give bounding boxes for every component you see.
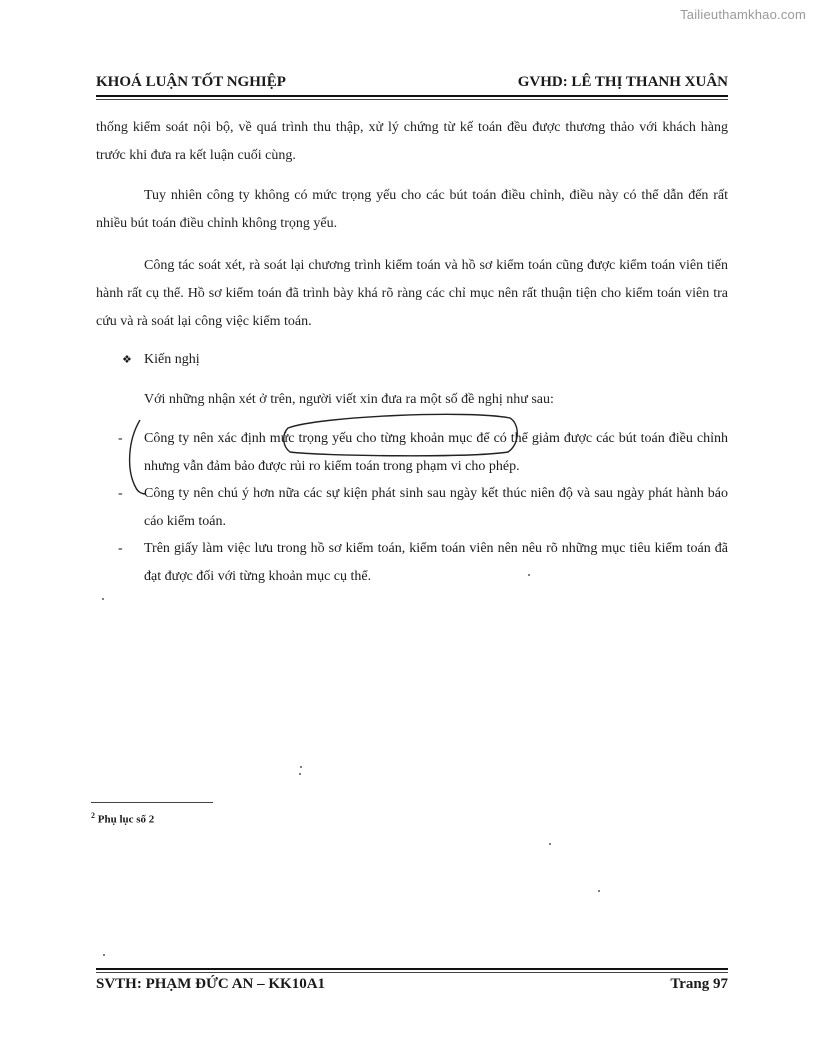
section-heading-text: Kiến nghị <box>144 352 200 367</box>
footnote-marker: 2 <box>91 811 95 820</box>
diamond-bullet-icon: ❖ <box>122 354 132 366</box>
footer-rule-thick <box>96 968 728 970</box>
footer-rule-thin <box>96 972 728 973</box>
recommendation-2: Công ty nên chú ý hơn nữa các sự kiện phát sinh sau ngày kết thúc niên độ và sau ngày phát hành báo cáo kiểm toán. <box>144 486 728 529</box>
scan-speck <box>528 574 530 576</box>
scan-speck <box>103 954 105 956</box>
intro-block <box>96 386 728 414</box>
list-item <box>96 425 728 481</box>
dash-bullet: - <box>118 541 123 556</box>
dash-bullet: - <box>118 486 123 501</box>
scan-speck <box>300 766 302 768</box>
paragraph-block <box>96 252 728 336</box>
intro-sentence: Với những nhận xét ở trên, người viết xin đưa ra một số đề nghị như sau: <box>144 392 554 407</box>
recommendation-1: Công ty nên xác định mức trọng yếu cho từng khoản mục để có thể giảm được các bút toán điều chỉnh nhưng vẫn đảm bảo được rủi ro kiểm toán trong phạm vi cho phép. <box>144 431 728 474</box>
section-heading <box>122 346 200 374</box>
scan-speck <box>549 843 551 845</box>
footer-student: SVTH: PHẠM ĐỨC AN – KK10A1 <box>96 976 326 992</box>
paragraph-1: thống kiểm soát nội bộ, về quá trình thu thập, xử lý chứng từ kế toán đều được thương thảo với khách hàng trước khi đưa ra kết luận cuối cùng. <box>96 120 728 163</box>
header-rule-thick <box>96 95 728 97</box>
recommendation-3: Trên giấy làm việc lưu trong hồ sơ kiểm toán, kiểm toán viên nên nêu rõ những mục tiêu kiểm toán đã đạt được đối với từng khoản mục cụ thể. <box>144 541 728 584</box>
scan-speck <box>299 773 301 775</box>
paragraph-continuation <box>96 114 728 170</box>
header-rule-thin <box>96 99 728 100</box>
scan-speck <box>598 890 600 892</box>
page-footer <box>96 976 728 998</box>
scan-speck <box>102 598 104 600</box>
page-header <box>96 74 728 96</box>
footnote-divider <box>91 802 213 803</box>
list-item <box>96 535 728 591</box>
footnote-text: Phụ lục số 2 <box>97 813 155 826</box>
watermark-text: Tailieuthamkhao.com <box>680 7 806 22</box>
page-number: Trang 97 <box>670 976 728 992</box>
footnote <box>91 811 154 826</box>
paragraph-3: Công tác soát xét, rà soát lại chương trình kiểm toán và hồ sơ kiểm toán cũng được kiểm toán viên tiến hành rất cụ thể. Hồ sơ kiểm toán đã trình bày khá rõ ràng các chỉ mục nên rất thuận tiện cho kiểm toán viên tra cứu và rà soát lại công việc kiểm toán. <box>96 258 728 329</box>
list-item <box>96 480 728 536</box>
paragraph-block <box>96 182 728 238</box>
header-supervisor: GVHD: LÊ THỊ THANH XUÂN <box>517 74 728 90</box>
paragraph-2: Tuy nhiên công ty không có mức trọng yếu cho các bút toán điều chỉnh, điều này có thể dẫn đến rất nhiều bút toán điều chỉnh không trọng yếu. <box>96 188 728 231</box>
header-thesis-title: KHOÁ LUẬN TỐT NGHIỆP <box>96 74 286 90</box>
dash-bullet: - <box>118 431 123 446</box>
